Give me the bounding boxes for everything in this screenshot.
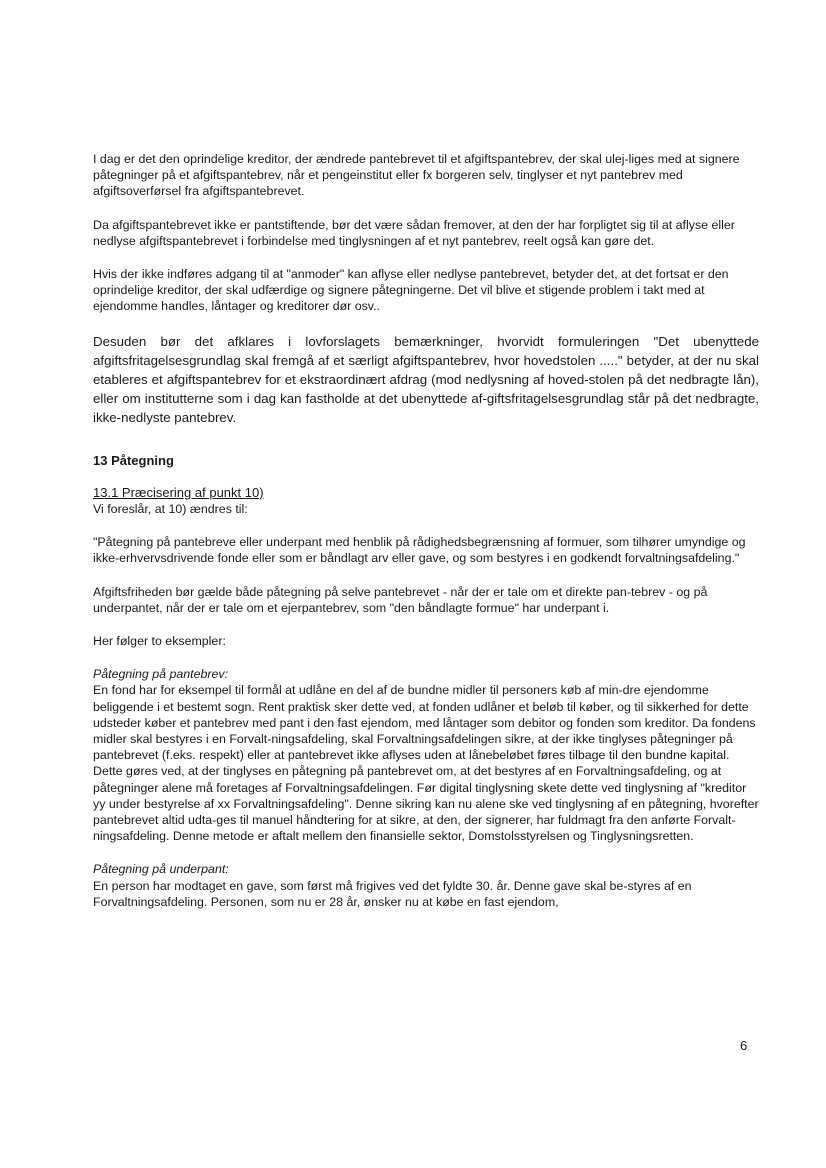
- example-1-title: Påtegning på pantebrev:: [93, 667, 229, 682]
- paragraph-5: Afgiftsfriheden bør gælde både påtegning på selve pantebrevet - når der er tale om et direkte pan-tebrev - og på underpantet, når der er tale om et ejerpantebrev, som "den båndlagte formue" har underpant i.: [93, 584, 708, 615]
- paragraph-4: Desuden bør det afklares i lovforslagets bemærkninger, hvorvidt formuleringen "Det ubenyttede afgiftsfritagelsesgrundlag skal fremgå af et særligt afgiftspantebrev, hvor hovedstolen ....." betyder, at der nu skal etableres et afgiftspantebrev for et ekstraordinært afdrag (mod nedlysning af hoved-stolen på det nedbragte lån), eller om institutterne som i dag kan fastholde at det ubenyttede af-giftsfritagelsesgrundlag står på det nedbragte, ikke-nedlyste pantebrev.: [93, 333, 759, 425]
- paragraph-1: I dag er det den oprindelige kreditor, der ændrede pantebrevet til et afgiftspantebrev, der skal ulej-liges med at signere påtegninger på et afgiftspantebrev, når et pengeinstitut eller fx borgeren selv, tinglyser et nyt pantebrev med afgiftsoverførsel fra afgiftspantebrevet.: [93, 152, 740, 199]
- proposed-wording-quote: "Påtegning på pantebreve eller underpant med henblik på rådighedsbegrænsning af formuer, som tilhører umyndige og ikke-erhvervsdrivende fonde eller som er båndlagt arv eller gave, og som bestyres i en godkendt forvaltningsafdeling.": [93, 535, 746, 566]
- section-heading: 13 Påtegning: [93, 452, 174, 468]
- page-content: [93, 151, 759, 910]
- paragraph-3: Hvis der ikke indføres adgang til at "anmoder" kan aflyse eller nedlyse pantebrevet, betyder det, at det fortsat er den oprindelige kreditor, der skal udfærdige og signere påtegningerne. Det vil blive et stigende problem i takt med at ejendomme handles, låntager og kreditorer dør osv..: [93, 267, 729, 314]
- subsection-heading: 13.1 Præcisering af punkt 10): [93, 484, 264, 500]
- subsection-intro: Vi foreslår, at 10) ændres til:: [93, 502, 248, 517]
- example-2-text: En person har modtaget en gave, som først må frigives ved det fyldte 30. år. Denne gave skal be-styres af en Forvaltningsafdeling. Personen, som nu er 28 år, ønsker nu at købe en fast ejendom,: [93, 878, 692, 909]
- paragraph-2: Da afgiftspantebrevet ikke er pantstiftende, bør det være sådan fremover, at den der har forpligtet sig til at aflyse eller nedlyse afgiftspantebrevet i forbindelse med tinglysningen af et nyt pantebrev, reelt også kan gøre det.: [93, 217, 735, 248]
- paragraph-6: Her følger to eksempler:: [93, 634, 226, 649]
- page-number: 6: [740, 1038, 748, 1053]
- example-2-title: Påtegning på underpant:: [93, 862, 229, 877]
- example-1-text: En fond har for eksempel til formål at udlåne en del af de bundne midler til personers køb af min-dre ejendomme beliggende i et bestemt sogn. Rent praktisk sker dette ved, at fonden udlåner et beløb til køber, og til sikkerhed for dette udsteder køber et pantebrev med pant i den fast ejendom, med låntager som debitor og fonden som kreditor. Da fondens midler skal bestyres i en Forvalt-ningsafdeling, skal Forvaltningsafdelingen sikre, at der ikke tinglyses påtegninger på pantebrevet (f.eks. respekt) eller at pantebrevet ikke aflyses uden at lånebeløbet føres tilbage til den bundne kapital. Dette gøres ved, at der tinglyses en påtegning på pantebrevet om, at det bestyres af en Forvaltningsafdeling, og at påtegninger alene må foretages af Forvaltningsafdelingen. Før digital tinglysning skete dette ved tinglysning af "kreditor yy under bestyrelse af xx Forvaltningsafdeling". Denne sikring kan nu alene ske ved tinglysning af en påtegning, hvorefter pantebrevet altid udta-ges til manuel håndtering for at sikre, at den, der signerer, har fuldmagt fra den anførte Forvalt-ningsafdeling. Denne metode er aftalt mellem den finansielle sektor, Domstolsstyrelsen og Tinglysningsretten.: [93, 683, 759, 844]
